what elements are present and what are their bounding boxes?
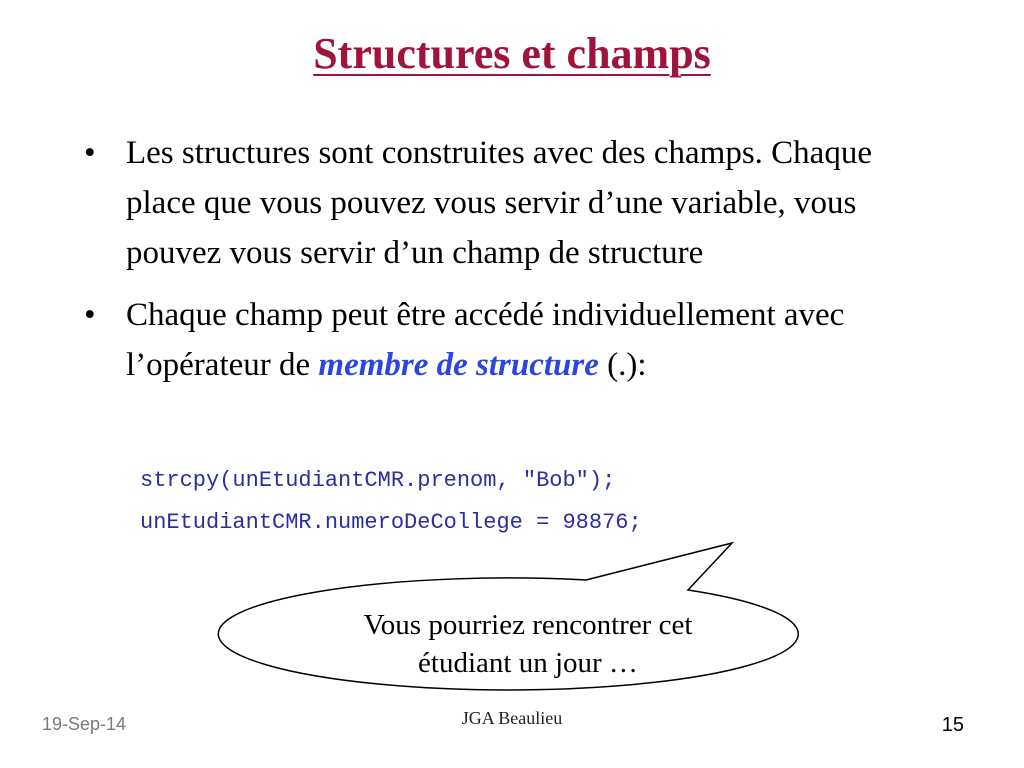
code-line: unEtudiantCMR.numeroDeCollege = 98876; xyxy=(140,510,642,535)
page-number: 15 xyxy=(941,714,964,736)
callout-text xyxy=(268,606,788,682)
footer-date: 19-Sep-14 xyxy=(42,714,127,734)
bullet-text: Les structures sont construites avec des champs. Chaque place que vous pouvez vous servir d’une variable, vous pouvez vous servir d’un champ de structure xyxy=(126,135,872,271)
code-line: strcpy(unEtudiantCMR.prenom, "Bob"); xyxy=(140,468,616,493)
slide-title: Structures et champs xyxy=(313,29,711,78)
bullet-icon: • xyxy=(84,297,96,333)
callout-line: étudiant un jour … xyxy=(418,647,638,679)
bullet-text-end: (.): xyxy=(598,347,647,383)
emphasized-term: membre de structure xyxy=(318,347,599,383)
bullet-icon: • xyxy=(84,135,96,171)
callout-line: Vous pourriez rencontrer cet xyxy=(363,609,693,641)
bullet-text: Chaque champ peut être accédé individuellement avec l’opérateur de xyxy=(126,297,845,383)
footer-author: JGA Beaulieu xyxy=(461,708,563,728)
